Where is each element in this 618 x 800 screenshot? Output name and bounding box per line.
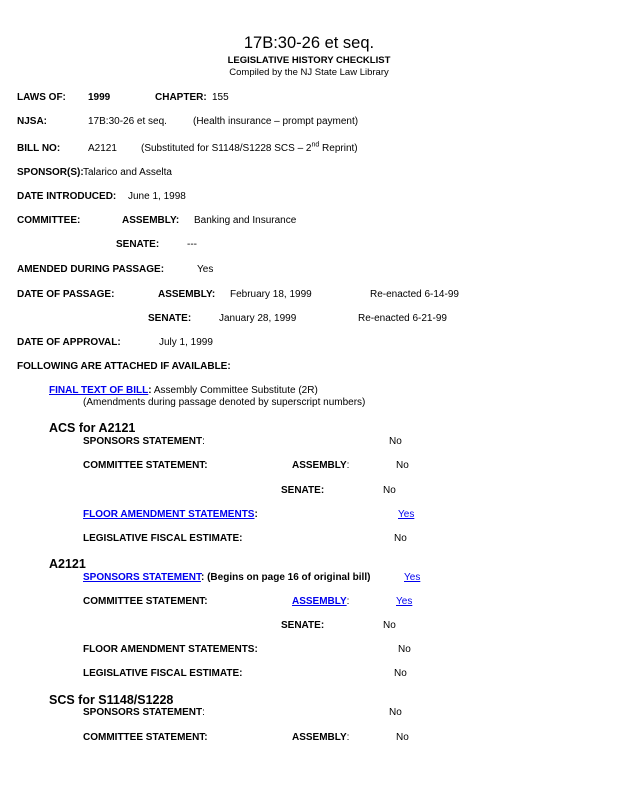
- final-text-link[interactable]: FINAL TEXT OF BILL: [49, 385, 149, 396]
- a2121-sponsors-value-link[interactable]: Yes: [404, 572, 421, 583]
- a2121-floor-label: FLOOR AMENDMENT STATEMENTS:: [83, 644, 258, 655]
- scs-heading: SCS for S1148/S1228: [49, 693, 174, 707]
- a2121-assembly-value-link[interactable]: Yes: [396, 596, 413, 607]
- acs-assembly-value: No: [396, 460, 409, 471]
- amended-label: AMENDED DURING PASSAGE:: [17, 264, 165, 275]
- a2121-fiscal-value: No: [394, 668, 407, 679]
- acs-sponsors-value: No: [389, 436, 402, 447]
- compiled-by: Compiled by the NJ State Law Library: [229, 67, 389, 78]
- committee-senate-value: ---: [187, 239, 197, 250]
- scs-assembly-value: No: [396, 732, 409, 743]
- a2121-committee-label: COMMITTEE STATEMENT:: [83, 596, 208, 607]
- a2121-sponsors-line: SPONSORS STATEMENT: (Begins on page 16 of original bill): [83, 572, 371, 583]
- a2121-fiscal-label: LEGISLATIVE FISCAL ESTIMATE:: [83, 668, 243, 679]
- acs-assembly-label: ASSEMBLY:: [292, 460, 350, 471]
- acs-heading: ACS for A2121: [49, 421, 136, 435]
- acs-sponsors-label: SPONSORS STATEMENT:: [83, 436, 205, 447]
- passage-senate-label: SENATE:: [148, 313, 192, 324]
- njsa-value: 17B:30-26 et seq.: [88, 116, 167, 127]
- acs-floor-link[interactable]: FLOOR AMENDMENT STATEMENTS: [83, 509, 255, 520]
- scs-committee-label: COMMITTEE STATEMENT:: [83, 732, 208, 743]
- acs-fiscal-label: LEGISLATIVE FISCAL ESTIMATE:: [83, 533, 243, 544]
- acs-floor-line: FLOOR AMENDMENT STATEMENTS:: [83, 509, 258, 520]
- scs-assembly-label: ASSEMBLY:: [292, 732, 350, 743]
- a2121-floor-value: No: [398, 644, 411, 655]
- scs-sponsors-label: SPONSORS STATEMENT:: [83, 707, 205, 718]
- bill-no-value: A2121: [88, 143, 117, 154]
- committee-senate-label: SENATE:: [116, 239, 160, 250]
- date-introduced-label: DATE INTRODUCED:: [17, 191, 117, 202]
- amended-value: Yes: [197, 264, 214, 275]
- approval-value: July 1, 1999: [159, 337, 213, 348]
- scs-sponsors-value: No: [389, 707, 402, 718]
- a2121-heading: A2121: [49, 557, 86, 571]
- sponsors-value: Talarico and Asselta: [83, 167, 172, 178]
- njsa-description: (Health insurance – prompt payment): [193, 116, 359, 127]
- passage-assembly-date: February 18, 1999: [230, 289, 312, 300]
- acs-senate-value: No: [383, 485, 396, 496]
- acs-floor-value-link[interactable]: Yes: [398, 509, 415, 520]
- laws-of-year: 1999: [88, 92, 111, 103]
- committee-label: COMMITTEE:: [17, 215, 81, 226]
- a2121-senate-label: SENATE:: [281, 620, 325, 631]
- following-heading: FOLLOWING ARE ATTACHED IF AVAILABLE:: [17, 361, 231, 372]
- approval-label: DATE OF APPROVAL:: [17, 337, 121, 348]
- chapter-label: CHAPTER:: [155, 92, 207, 103]
- laws-of-label: LAWS OF:: [17, 92, 66, 103]
- passage-assembly-note: Re-enacted 6-14-99: [370, 289, 459, 300]
- a2121-sponsors-link[interactable]: SPONSORS STATEMENT: [83, 572, 201, 583]
- committee-assembly-value: Banking and Insurance: [194, 215, 297, 226]
- sponsors-label: SPONSOR(S):: [17, 167, 84, 178]
- final-text-note: (Amendments during passage denoted by superscript numbers): [83, 397, 366, 408]
- acs-committee-label: COMMITTEE STATEMENT:: [83, 460, 208, 471]
- document-title: 17B:30-26 et seq.: [243, 34, 375, 52]
- acs-senate-label: SENATE:: [281, 485, 325, 496]
- date-introduced-value: June 1, 1998: [128, 191, 186, 202]
- committee-assembly-label: ASSEMBLY:: [122, 215, 180, 226]
- a2121-assembly-line: ASSEMBLY:: [292, 596, 350, 607]
- njsa-label: NJSA:: [17, 116, 48, 127]
- passage-label: DATE OF PASSAGE:: [17, 289, 115, 300]
- bill-no-label: BILL NO:: [17, 143, 61, 154]
- final-text-line: FINAL TEXT OF BILL: Assembly Committee Substitute (2R): [49, 385, 318, 396]
- document-subtitle: LEGISLATIVE HISTORY CHECKLIST: [227, 55, 391, 66]
- acs-fiscal-value: No: [394, 533, 407, 544]
- chapter-value: 155: [212, 92, 229, 103]
- a2121-assembly-link[interactable]: ASSEMBLY: [292, 596, 347, 607]
- passage-assembly-label: ASSEMBLY:: [158, 289, 216, 300]
- a2121-senate-value: No: [383, 620, 396, 631]
- bill-no-note: (Substituted for S1148/S1228 SCS – 2nd Reprint): [141, 141, 358, 154]
- passage-senate-note: Re-enacted 6-21-99: [358, 313, 447, 324]
- passage-senate-date: January 28, 1999: [219, 313, 297, 324]
